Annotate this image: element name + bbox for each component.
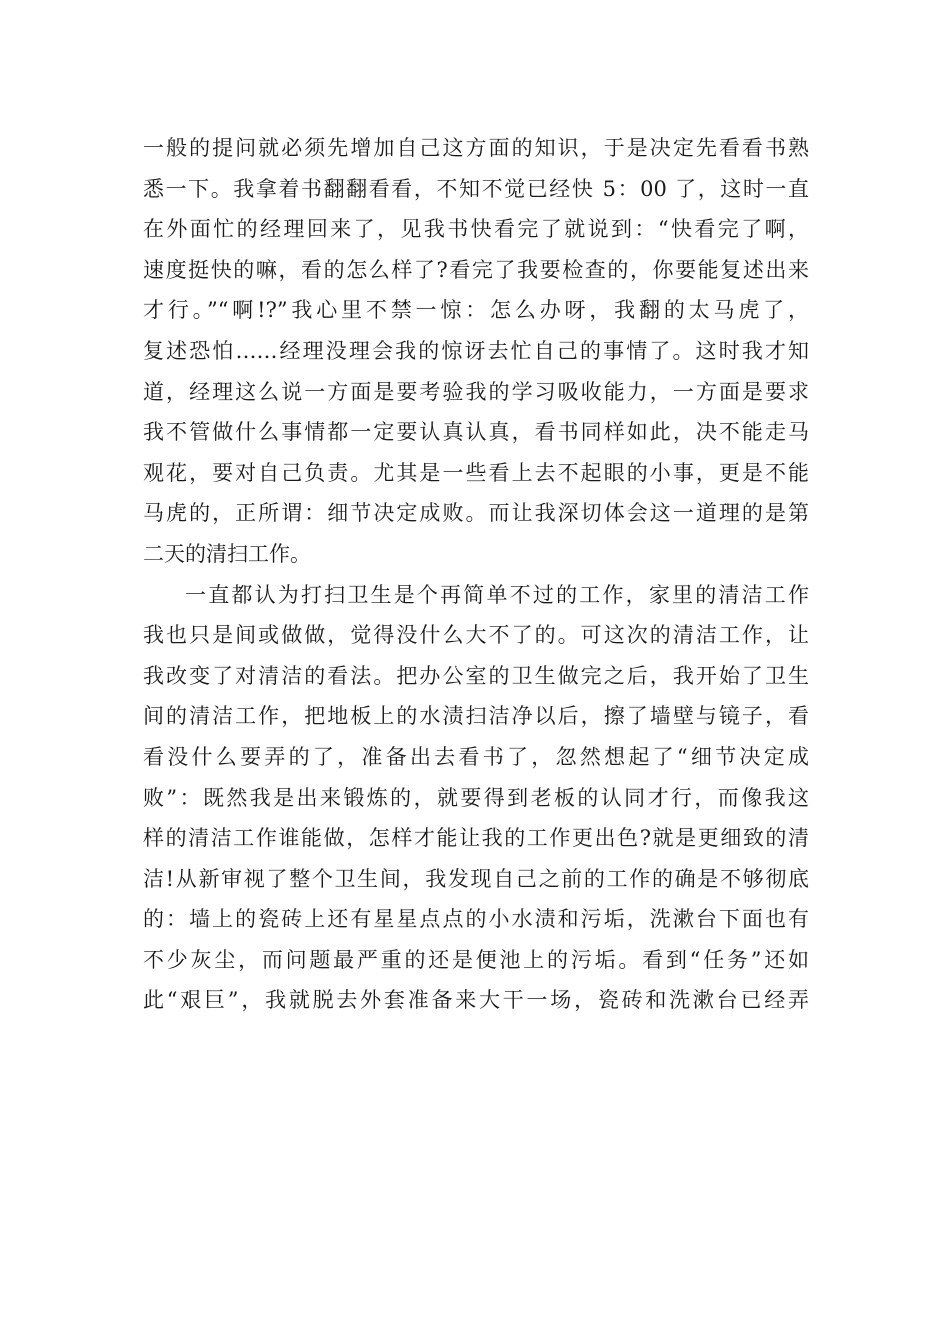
- text-line: 此“艰巨”，我就脱去外套准备来大干一场，瓷砖和洗漱台已经弄: [143, 988, 809, 1013]
- text-line: 洁!从新审视了整个卫生间，我发现自己之前的工作的确是不够彻底: [143, 866, 809, 891]
- paragraph-2: [143, 575, 809, 1022]
- text-line: 二天的清扫工作。: [143, 541, 311, 566]
- document-body: [143, 128, 809, 1021]
- text-line: 我不管做什么事情都一定要认真认真，看书同样如此，决不能走马: [143, 420, 809, 445]
- text-line: 样的清洁工作谁能做，怎样才能让我的工作更出色?就是更细致的清: [143, 826, 809, 851]
- text-line: 败”：既然我是出来锻炼的，就要得到老板的认同才行，而像我这: [143, 785, 809, 810]
- text-line: 复述恐怕……经理没理会我的惊讶去忙自己的事情了。这时我才知: [143, 338, 809, 363]
- text-line: 的：墙上的瓷砖上还有星星点点的小水渍和污垢，洗漱台下面也有: [143, 907, 809, 932]
- text-line: 我也只是间或做做，觉得没什么大不了的。可这次的清洁工作，让: [143, 623, 809, 648]
- text-line: 在外面忙的经理回来了，见我书快看完了就说到：“快看完了啊，: [143, 217, 809, 242]
- text-line: 一直都认为打扫卫生是个再简单不过的工作，家里的清洁工作: [185, 582, 809, 607]
- paragraph-1: [143, 128, 809, 575]
- text-line: 悉一下。我拿着书翻翻看看，不知不觉已经快 5：00 了，这时一直: [143, 176, 809, 201]
- text-line: 一般的提问就必须先增加自己这方面的知识，于是决定先看看书熟: [143, 136, 809, 160]
- text-line: 才行。”“啊!?”我心里不禁一惊：怎么办呀，我翻的太马虎了，: [143, 298, 809, 323]
- text-line: 我改变了对清洁的看法。把办公室的卫生做完之后，我开始了卫生: [143, 663, 809, 688]
- text-line: 间的清洁工作，把地板上的水渍扫洁净以后，擦了墙壁与镜子，看: [143, 704, 809, 729]
- text-line: 看没什么要弄的了，准备出去看书了，忽然想起了“细节决定成: [143, 744, 809, 769]
- text-line: 道，经理这么说一方面是要考验我的学习吸收能力，一方面是要求: [143, 379, 809, 404]
- text-line: 马虎的，正所谓：细节决定成败。而让我深切体会这一道理的是第: [143, 501, 809, 526]
- text-line: 速度挺快的嘛，看的怎么样了?看完了我要检查的，你要能复述出来: [143, 257, 809, 282]
- text-line: 不少灰尘，而问题最严重的还是便池上的污垢。看到“任务”还如: [143, 947, 809, 972]
- text-line: 观花，要对自己负责。尤其是一些看上去不起眼的小事，更是不能: [143, 460, 809, 485]
